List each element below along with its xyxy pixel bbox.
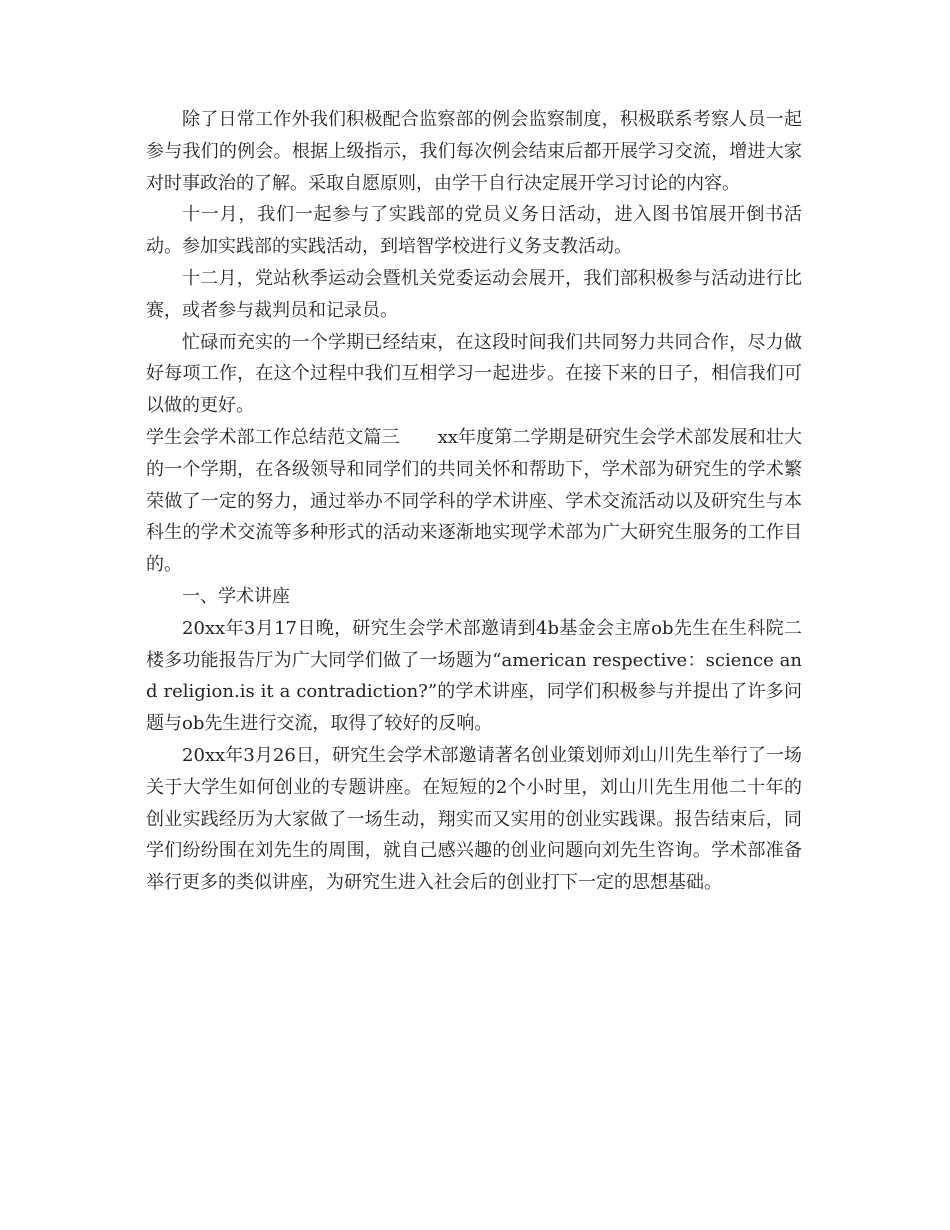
heading-academic-lectures: 一、学术讲座 (182, 585, 290, 607)
paragraph-lecture-1: 20xx年3月17日晚，研究生会学术部邀请到4b基金会主席ob先生在生科院二楼多功能报告厅为广大同学们做了一场题为“american respective：science and religion.is it a contradiction?”的学术讲座，同学们积极参与并提出了许多问题与ob先生进行交流，取得了较好的反响。 (146, 617, 802, 735)
paragraph-semester-summary: 忙碌而充实的一个学期已经结束，在这段时间我们共同努力共同合作，尽力做好每项工作，在这个过程中我们互相学习一起进步。在接下来的日子，相信我们可以做的更好。 (146, 331, 802, 417)
section-intro-paragraph (146, 422, 802, 581)
paragraph-lecture-2: 20xx年3月26日，研究生会学术部邀请著名创业策划师刘山川先生举行了一场关于大学生如何创业的专题讲座。在短短的2个小时里，刘山川先生用他二十年的创业实践经历为大家做了一场生动，翔实而又实用的创业实践课。报告结束后，同学们纷纷围在刘先生的周围，就自己感兴趣的创业问题向刘先生咨询。学术部准备举行更多的类似讲座，为研究生进入社会后的创业打下一定的思想基础。 (146, 744, 802, 894)
paragraph-november: 十一月，我们一起参与了实践部的党员义务日活动，进入图书馆展开倒书活动。参加实践部的实践活动，到培智学校进行义务支教活动。 (146, 204, 802, 258)
section-title: 学生会学术部工作总结范文篇三 (146, 426, 400, 448)
section-intro: xx年度第二学期是研究生会学术部发展和壮大的一个学期，在各级领导和同学们的共同关怀和帮助下，学术部为研究生的学术繁荣做了一定的努力，通过举办不同学科的学术讲座、学术交流活动以及研究生与本科生的学术交流等多种形式的活动来逐渐地实现学术部为广大研究生服务的工作目的。 (146, 426, 803, 576)
paragraph-meeting-supervision: 除了日常工作外我们积极配合监察部的例会监察制度，积极联系考察人员一起参与我们的例会。根据上级指示，我们每次例会结束后都开展学习交流，增进大家对时事政治的了解。采取自愿原则，由学干自行决定展开学习讨论的内容。 (146, 109, 802, 194)
paragraph-december: 十二月，党站秋季运动会暨机关党委运动会展开，我们部积极参与活动进行比赛，或者参与裁判员和记录员。 (146, 267, 802, 321)
document-body (146, 104, 802, 899)
